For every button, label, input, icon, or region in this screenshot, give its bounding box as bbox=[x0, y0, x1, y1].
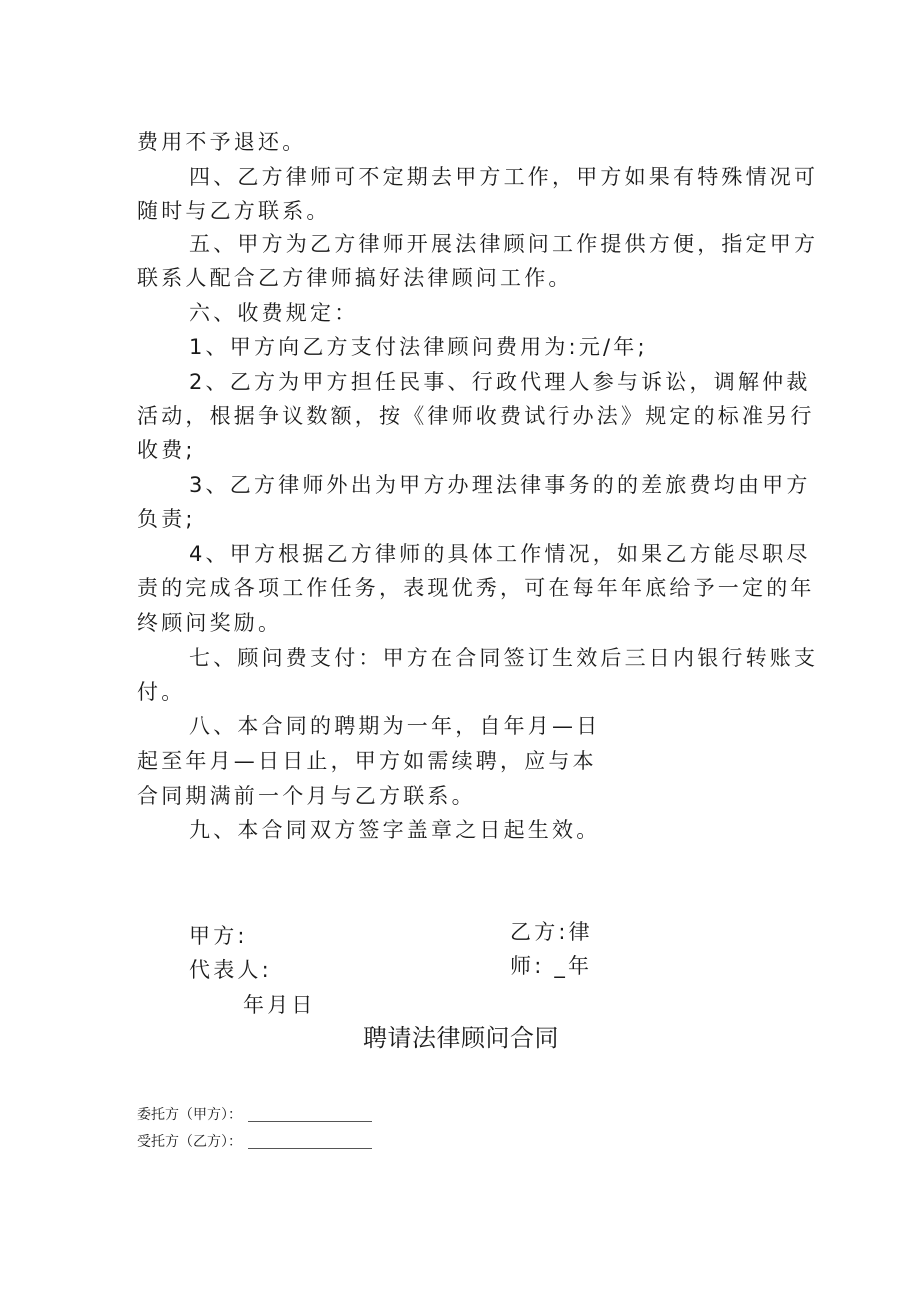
text-line: 3、乙方律师外出为甲方办理法律事务的的差旅费均由甲方 bbox=[189, 473, 811, 497]
text-line: 负责; bbox=[137, 507, 196, 531]
text-line: 随时与乙方联系。 bbox=[137, 199, 331, 223]
party-b-label: 乙方:律 bbox=[510, 920, 593, 944]
text-line: 五、甲方为乙方律师开展法律顾问工作提供方便，指定甲方 bbox=[189, 232, 819, 256]
text-line: 4、甲方根据乙方律师的具体工作情况，如果乙方能尽职尽 bbox=[189, 542, 811, 566]
text-line: 六、收费规定： bbox=[189, 301, 359, 325]
text-line: 收费; bbox=[137, 438, 196, 462]
text-line: 起至年月—日日止，甲方如需续聘，应与本 bbox=[137, 749, 597, 773]
text-line: 活动，根据争议数额，按《律师收费试行办法》规定的标准另行 bbox=[137, 404, 815, 428]
text-line: 付。 bbox=[137, 680, 186, 704]
text-line: 九、本合同双方签字盖章之日起生效。 bbox=[189, 818, 601, 842]
signature-date: 年月日 bbox=[243, 993, 316, 1017]
party-a-label: 甲方: bbox=[189, 924, 248, 948]
client-row bbox=[137, 1105, 372, 1125]
client-label: 委托方（甲方）： bbox=[137, 1107, 242, 1123]
text-line: 七、顾问费支付：甲方在合同签订生效后三日内银行转账支 bbox=[189, 646, 819, 670]
trustee-blank-line[interactable] bbox=[248, 1148, 372, 1149]
representative-label: 代表人: bbox=[189, 958, 272, 982]
text-line: 四、乙方律师可不定期去甲方工作，甲方如果有特殊情况可 bbox=[189, 165, 819, 189]
party-b-lawyer-label: 师: _年 bbox=[510, 954, 593, 978]
text-line: 费用不予退还。 bbox=[137, 130, 307, 154]
trustee-label: 受托方（乙方）： bbox=[137, 1134, 242, 1150]
text-line: 2、乙方为甲方担任民事、行政代理人参与诉讼，调解仲裁 bbox=[189, 370, 811, 394]
text-line: 1、甲方向乙方支付法律顾问费用为:元/年; bbox=[189, 335, 648, 359]
text-line: 合同期满前一个月与乙方联系。 bbox=[137, 784, 476, 808]
text-line: 责的完成各项工作任务，表现优秀，可在每年年底给予一定的年 bbox=[137, 576, 815, 600]
trustee-row bbox=[137, 1132, 372, 1152]
text-line: 终顾问奖励。 bbox=[137, 611, 283, 635]
client-blank-line[interactable] bbox=[248, 1121, 372, 1122]
text-line: 联系人配合乙方律师搞好法律顾问工作。 bbox=[137, 266, 573, 290]
text-line: 八、本合同的聘期为一年，自年月—日 bbox=[189, 714, 601, 738]
contract-title: 聘请法律顾问合同 bbox=[363, 1024, 559, 1052]
